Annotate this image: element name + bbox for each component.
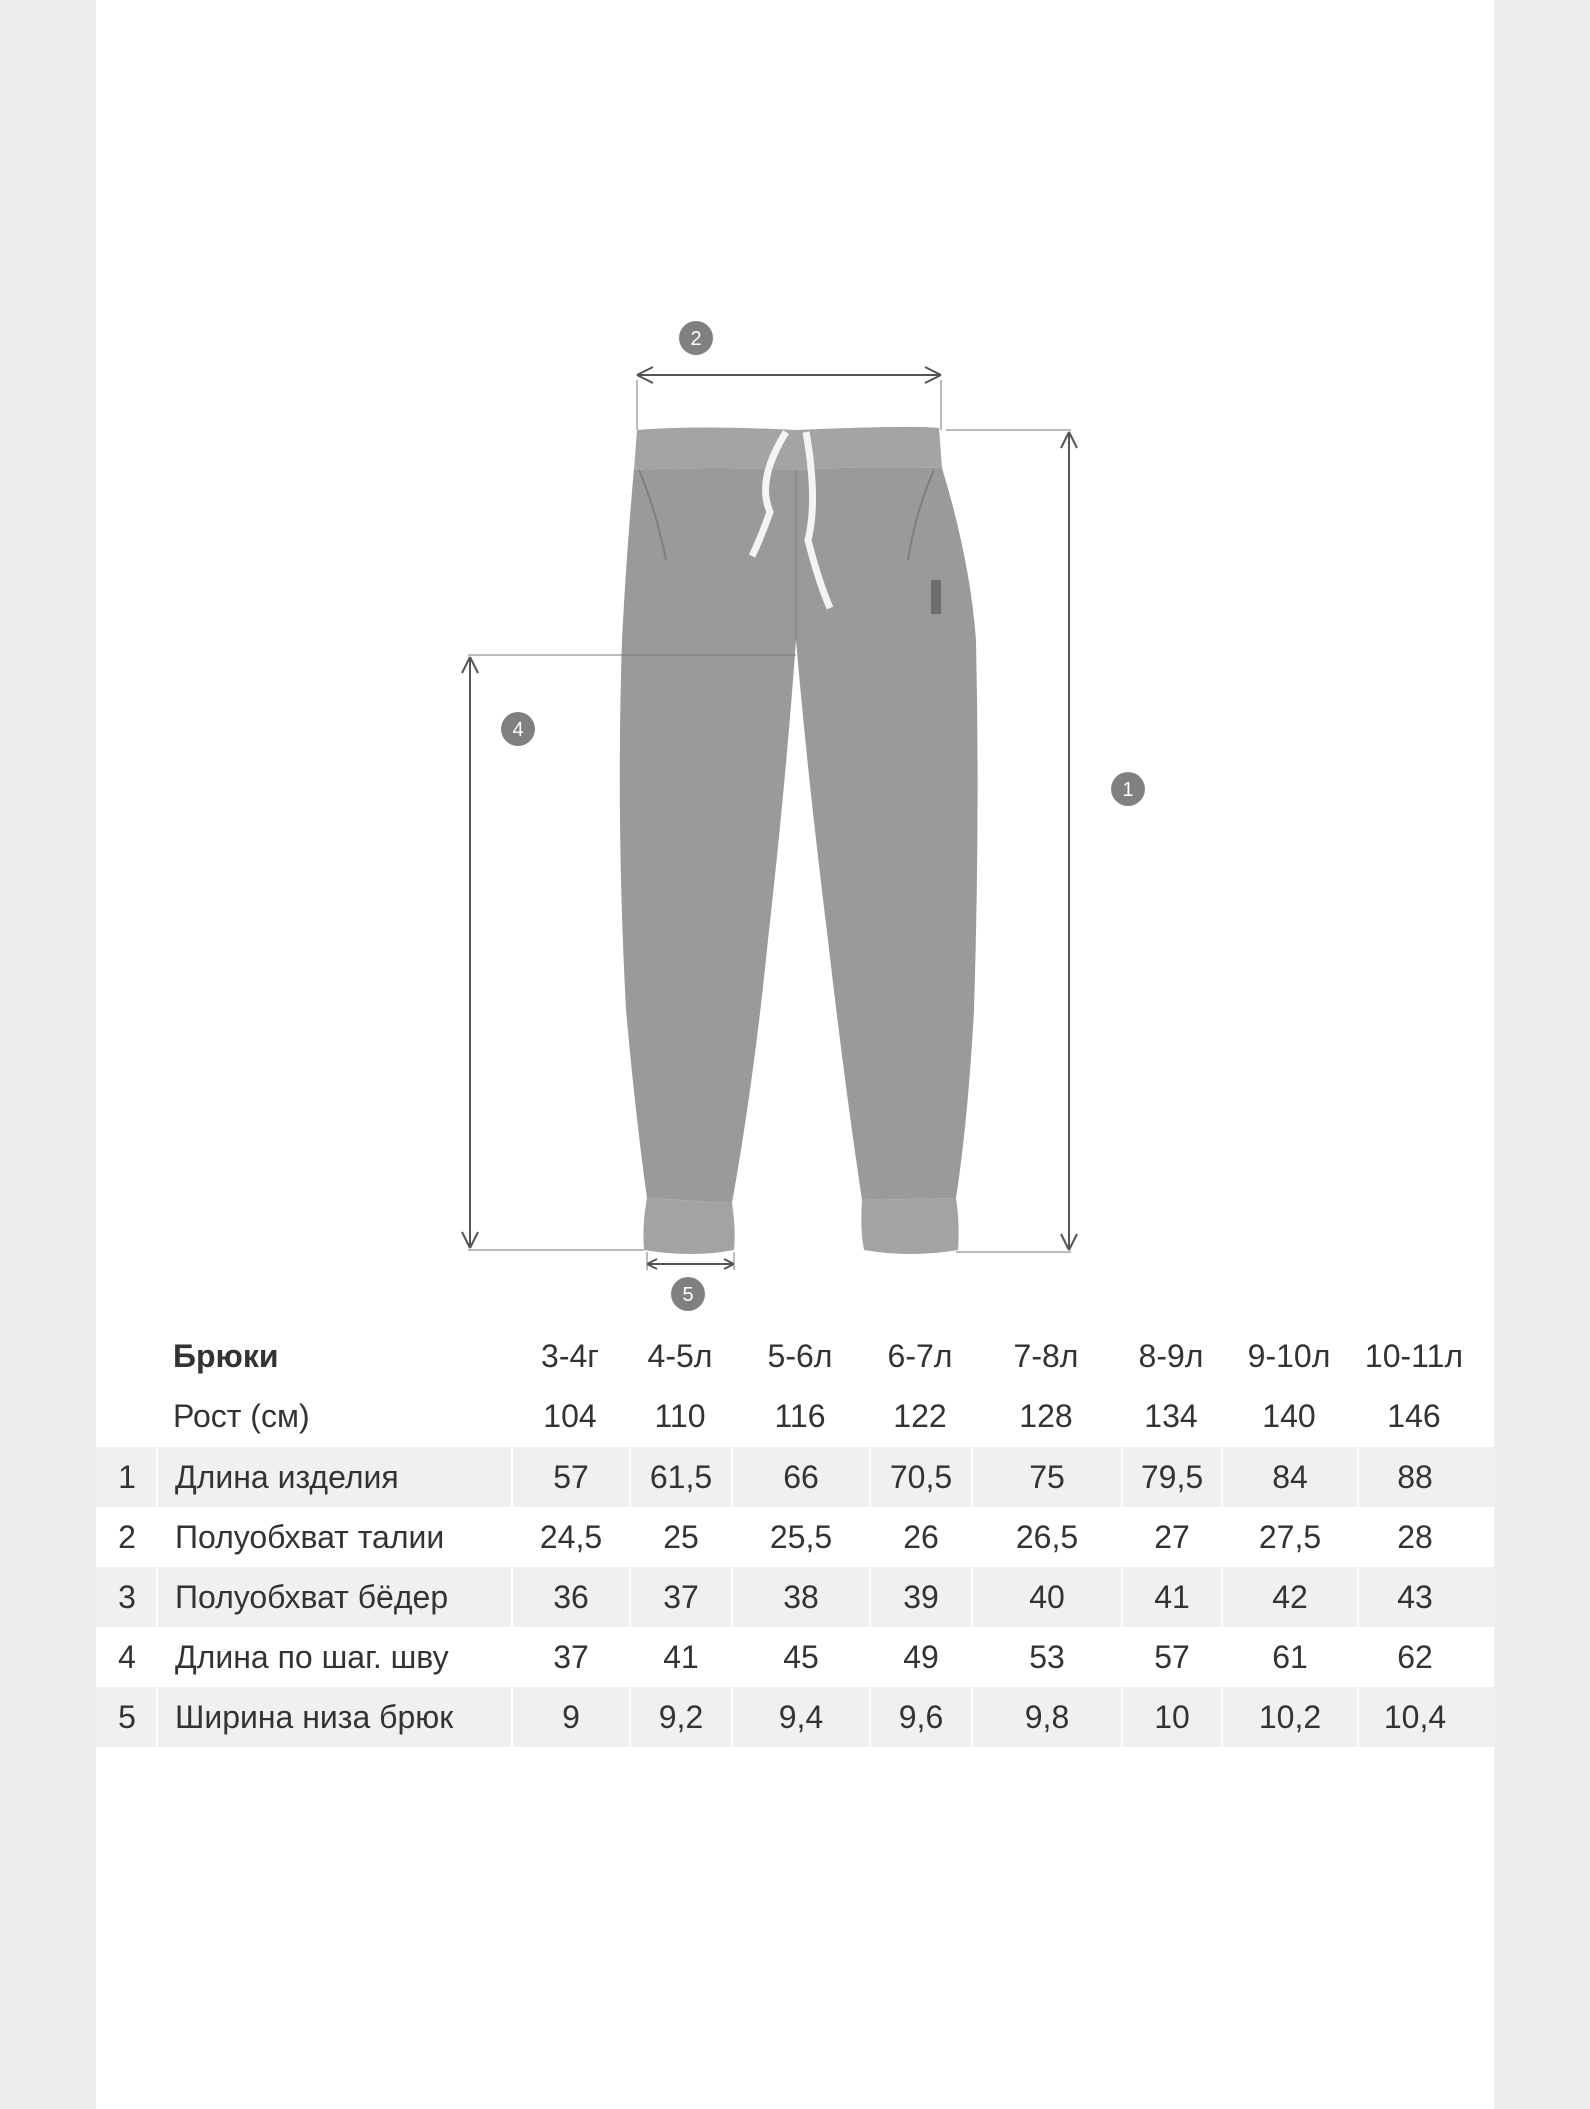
size-header: 3-4г [541, 1337, 599, 1374]
pants-icon [620, 427, 978, 1254]
size-header: 6-7л [887, 1337, 953, 1374]
table-row [96, 1687, 1494, 1747]
height-row [96, 1385, 1494, 1447]
table-cell: 9,6 [869, 1687, 971, 1747]
row-label: Ширина низа брюк [156, 1687, 511, 1747]
row-label: Полуобхват талии [156, 1507, 511, 1567]
table-cell: 41 [1121, 1567, 1221, 1627]
row-number: 4 [118, 1638, 136, 1675]
table-row [96, 1567, 1494, 1627]
table-cell: 43 [1357, 1567, 1471, 1627]
table-header-row [96, 1327, 1494, 1385]
row-label: Длина изделия [156, 1447, 511, 1507]
table-cell: 84 [1221, 1447, 1357, 1507]
height-value: 116 [774, 1397, 826, 1434]
size-table [96, 1327, 1494, 1747]
table-cell: 61,5 [629, 1447, 731, 1507]
table-cell: 9 [511, 1687, 629, 1747]
table-cell: 37 [629, 1567, 731, 1627]
marker-2-label: 2 [690, 328, 702, 350]
table-row [96, 1507, 1494, 1567]
table-cell: 39 [869, 1567, 971, 1627]
height-value: 104 [543, 1397, 597, 1434]
table-body [96, 1447, 1494, 1747]
table-cell: 9,8 [971, 1687, 1121, 1747]
table-cell: 9,2 [629, 1687, 731, 1747]
table-cell: 36 [511, 1567, 629, 1627]
table-cell: 26,5 [971, 1507, 1121, 1567]
table-title: Брюки [173, 1337, 279, 1374]
height-value: 134 [1144, 1397, 1198, 1434]
row-label: Полуобхват бёдер [156, 1567, 511, 1627]
table-cell: 10,2 [1221, 1687, 1357, 1747]
size-header: 7-8л [1013, 1337, 1079, 1374]
table-cell: 79,5 [1121, 1447, 1221, 1507]
size-header: 10-11л [1364, 1337, 1464, 1374]
table-cell: 27,5 [1221, 1507, 1357, 1567]
row-number: 5 [118, 1698, 136, 1735]
table-cell: 53 [971, 1627, 1121, 1687]
table-cell: 42 [1221, 1567, 1357, 1627]
table-cell: 41 [629, 1627, 731, 1687]
table-cell: 25 [629, 1507, 731, 1567]
size-chart-page [96, 0, 1494, 2109]
row-number: 2 [118, 1518, 136, 1555]
table-cell: 66 [731, 1447, 869, 1507]
table-cell: 88 [1357, 1447, 1471, 1507]
table-cell: 26 [869, 1507, 971, 1567]
table-cell: 28 [1357, 1507, 1471, 1567]
table-cell: 62 [1357, 1627, 1471, 1687]
table-cell: 24,5 [511, 1507, 629, 1567]
table-cell: 10 [1121, 1687, 1221, 1747]
marker-1-label: 1 [1122, 779, 1134, 801]
size-header: 9-10л [1247, 1337, 1331, 1374]
table-cell: 75 [971, 1447, 1121, 1507]
table-cell: 10,4 [1357, 1687, 1471, 1747]
table-cell: 37 [511, 1627, 629, 1687]
size-header: 4-5л [647, 1337, 713, 1374]
marker-4-label: 4 [512, 719, 524, 741]
marker-5-label: 5 [682, 1284, 694, 1306]
table-cell: 9,4 [731, 1687, 869, 1747]
pants-diagram [96, 0, 1494, 1330]
height-value: 140 [1262, 1397, 1316, 1434]
row-number: 1 [118, 1458, 136, 1495]
height-value: 146 [1387, 1397, 1441, 1434]
size-header: 5-6л [767, 1337, 833, 1374]
table-cell: 57 [511, 1447, 629, 1507]
table-cell: 25,5 [731, 1507, 869, 1567]
table-cell: 40 [971, 1567, 1121, 1627]
table-cell: 27 [1121, 1507, 1221, 1567]
row-label: Длина по шаг. шву [156, 1627, 511, 1687]
height-value: 110 [654, 1397, 706, 1434]
table-cell: 49 [869, 1627, 971, 1687]
table-cell: 57 [1121, 1627, 1221, 1687]
table-cell: 61 [1221, 1627, 1357, 1687]
height-value: 122 [893, 1397, 947, 1434]
table-row [96, 1627, 1494, 1687]
row-number: 3 [118, 1578, 136, 1615]
height-label: Рост (см) [173, 1397, 310, 1434]
table-cell: 45 [731, 1627, 869, 1687]
table-cell: 38 [731, 1567, 869, 1627]
size-header: 8-9л [1138, 1337, 1204, 1374]
height-value: 128 [1019, 1397, 1073, 1434]
table-row [96, 1447, 1494, 1507]
table-cell: 70,5 [869, 1447, 971, 1507]
